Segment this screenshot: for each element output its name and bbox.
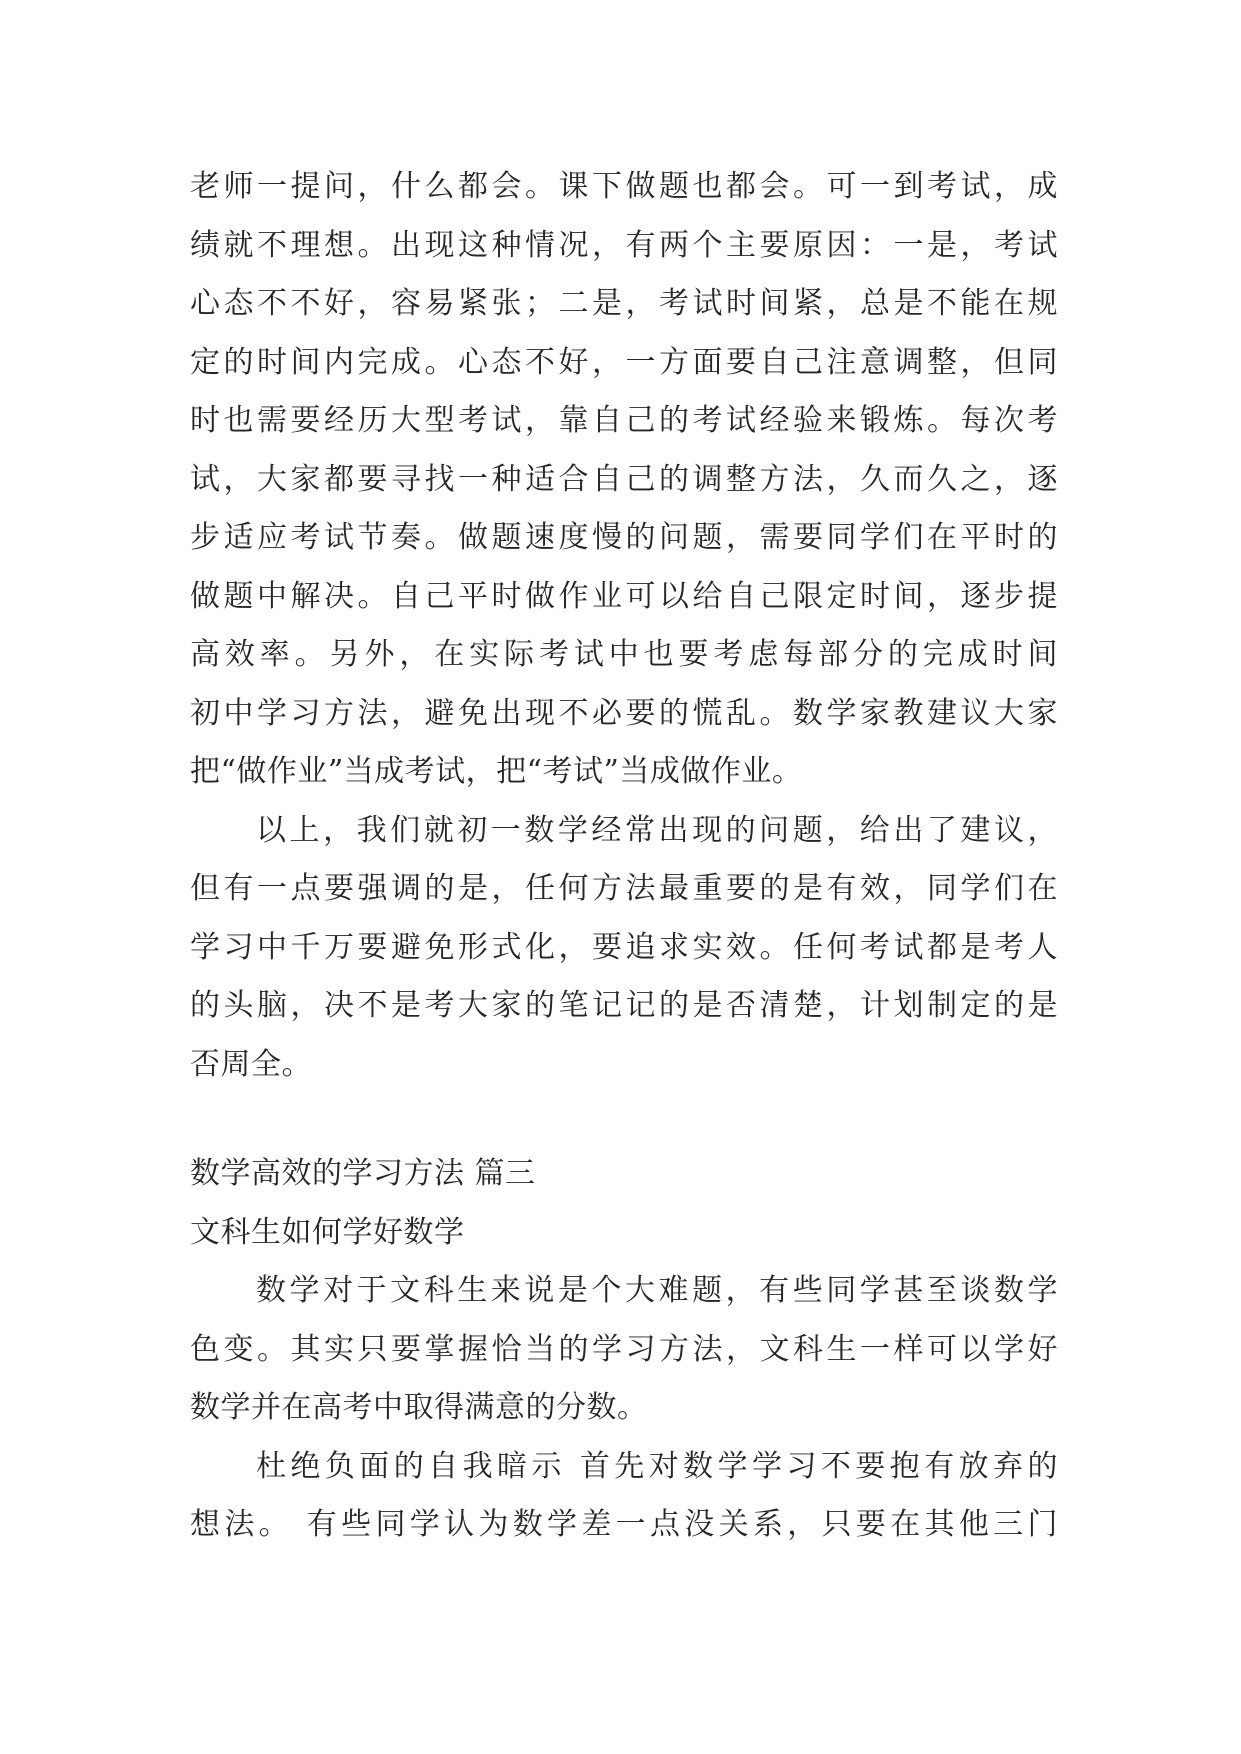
text-line: 心态不不好，容易紧张；二是，考试时间紧，总是不能在规 bbox=[190, 286, 1058, 321]
text-line: 数学并在高考中取得满意的分数。 bbox=[190, 1390, 648, 1425]
text-line: 把“做作业”当成考试，把“考试”当成做作业。 bbox=[190, 754, 803, 789]
text-line: 老师一提问，什么都会。课下做题也都会。可一到考试，成 bbox=[190, 169, 1058, 204]
text-line: 时也需要经历大型考试，靠自己的考试经验来锻炼。每次考 bbox=[190, 403, 1058, 438]
text-line: 数学对于文科生来说是个大难题，有些同学甚至谈数学 bbox=[256, 1273, 1058, 1308]
paragraph-intro bbox=[190, 1262, 1058, 1438]
text-line: 否周全。 bbox=[190, 1046, 312, 1082]
section-gap bbox=[190, 1094, 1058, 1145]
text-line: 但有一点要强调的是，任何方法最重要的是有效，同学们在 bbox=[190, 871, 1058, 906]
paragraph-mindset bbox=[190, 1438, 1058, 1555]
text-line: 绩就不理想。出现这种情况，有两个主要原因：一是，考试 bbox=[190, 227, 1058, 263]
text-line: 做题中解决。自己平时做作业可以给自己限定时间，逐步提 bbox=[190, 578, 1058, 614]
section-heading: 数学高效的学习方法 篇三 bbox=[190, 1156, 536, 1191]
text-line: 初中学习方法，避免出现不必要的慌乱。数学家教建议大家 bbox=[190, 695, 1058, 731]
text-line: 试，大家都要寻找一种适合自己的调整方法，久而久之，逐 bbox=[190, 461, 1058, 497]
paragraph-exam-advice bbox=[190, 158, 1058, 802]
subheading: 文科生如何学好数学 bbox=[190, 1214, 465, 1250]
text-line: 步适应考试节奏。做题速度慢的问题，需要同学们在平时的 bbox=[190, 520, 1058, 555]
document-body bbox=[190, 158, 1058, 1555]
text-line: 的头脑，决不是考大家的笔记记的是否清楚，计划制定的是 bbox=[190, 988, 1058, 1023]
text-line: 定的时间内完成。心态不好，一方面要自己注意调整，但同 bbox=[190, 344, 1058, 380]
text-line: 以上，我们就初一数学经常出现的问题，给出了建议， bbox=[256, 812, 1058, 848]
text-line: 学习中千万要避免形式化，要追求实效。任何考试都是考人 bbox=[190, 929, 1058, 965]
text-line: 色变。其实只要掌握恰当的学习方法，文科生一样可以学好 bbox=[190, 1331, 1058, 1367]
paragraph-summary bbox=[190, 802, 1058, 1095]
text-line: 杜绝负面的自我暗示 首先对数学学习不要抱有放弃的 bbox=[256, 1448, 1058, 1484]
text-line: 高效率。另外，在实际考试中也要考虑每部分的完成时间 bbox=[190, 637, 1058, 672]
text-line: 想法。 有些同学认为数学差一点没关系，只要在其他三门 bbox=[190, 1507, 1058, 1542]
